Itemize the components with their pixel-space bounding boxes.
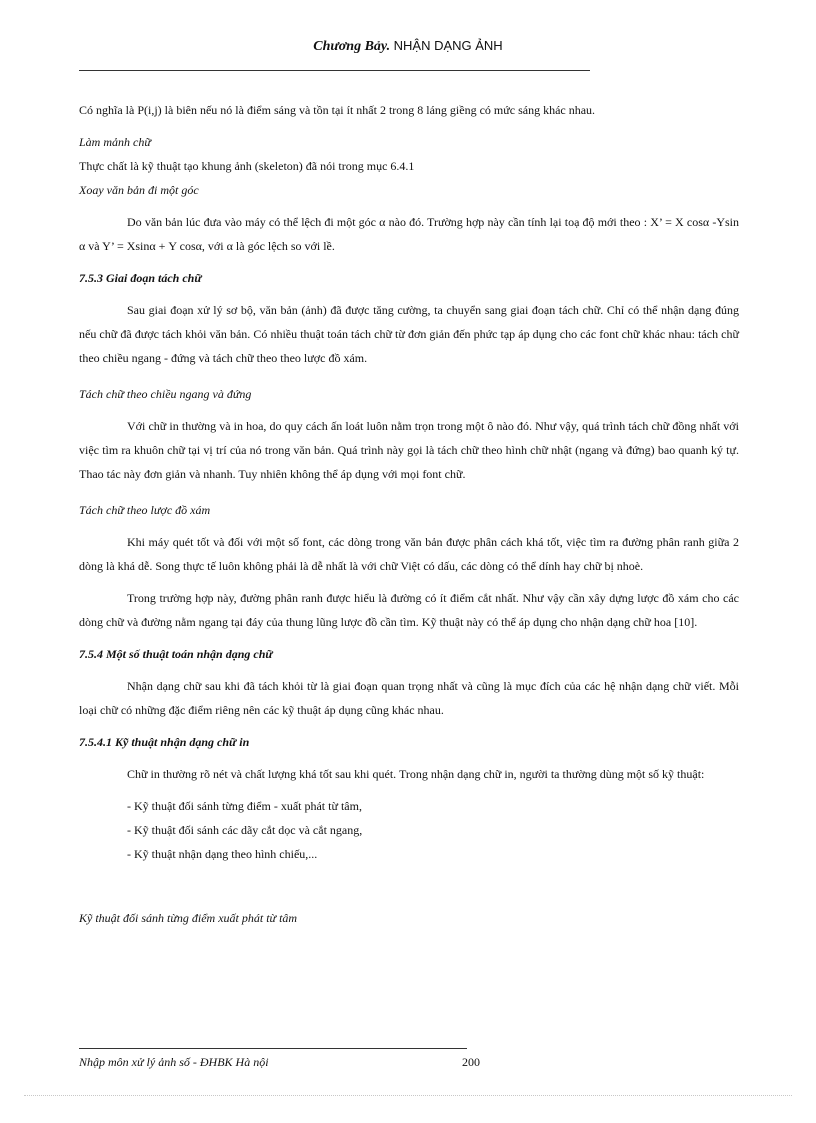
- paragraph: Khi máy quét tốt và đối với một số font, các dòng trong văn bản được phân cách khá tốt, việc tìm ra đường phân ranh giữa 2 dòng là khá dễ. Song thực tế luôn không phải là dễ nhất là với chữ Việt có dấu, các dòng có thể dính hay chữ bị nhoè.: [79, 535, 739, 573]
- subheading-thin: Làm mảnh chữ: [79, 135, 151, 149]
- header-rule: [79, 70, 590, 71]
- chapter-label: Chương Bảy.: [313, 39, 391, 54]
- paragraph: Chữ in thường rõ nét và chất lượng khá tốt sau khi quét. Trong nhận dạng chữ in, người ta thường dùng một số kỹ thuật:: [127, 767, 705, 781]
- paragraph: Nhận dạng chữ sau khi đã tách khỏi từ là giai đoạn quan trọng nhất và cũng là mục đích của các hệ nhận dạng chữ viết. Mỗi loại chữ có những đặc điểm riêng nên các kỹ thuật áp dụng cũng khác nhau.: [79, 679, 739, 717]
- chapter-header: [0, 38, 816, 55]
- paragraph: Do văn bản lúc đưa vào máy có thể lệch đi một góc α nào đó. Trường hợp này cần tính lại toạ độ mới theo : X’ = X cosα -Ysin α và Y’ = Xsinα + Y cosα, với α là góc lệch so với lề.: [79, 215, 739, 253]
- page-edge-divider: [24, 1095, 792, 1096]
- chapter-title: NHẬN DẠNG ẢNH: [393, 38, 503, 53]
- subheading-split-hv: Tách chữ theo chiều ngang và đứng: [79, 387, 252, 401]
- list-item: - Kỹ thuật đối sánh từng điểm - xuất phát từ tâm,: [127, 799, 362, 813]
- paragraph: Sau giai đoạn xử lý sơ bộ, văn bản (ảnh) đã được tăng cường, ta chuyển sang giai đoạn tách chữ. Chỉ có thể nhận dạng đúng nếu chữ đã được tách khỏi văn bản. Có nhiều thuật toán tách chữ từ đơn giản đến phức tạp áp dụng cho các font chữ khác nhau: tách chữ theo chiều ngang - đứng và tách chữ theo theo lược đồ xám.: [79, 303, 739, 365]
- subheading-center-matching: Kỹ thuật đối sánh từng điểm xuất phát từ tâm: [79, 911, 298, 925]
- list-item: - Kỹ thuật nhận dạng theo hình chiếu,...: [127, 847, 318, 861]
- footer-source: Nhập môn xử lý ảnh số - ĐHBK Hà nội: [79, 1055, 269, 1069]
- section-heading-753: 7.5.3 Giai đoạn tách chữ: [79, 271, 202, 285]
- paragraph: Thực chất là kỹ thuật tạo khung ảnh (skeleton) đã nói trong mục 6.4.1: [79, 159, 415, 173]
- paragraph: Có nghĩa là P(i,j) là biên nếu nó là điểm sáng và tồn tại ít nhất 2 trong 8 láng giềng có mức sáng khác nhau.: [79, 103, 596, 117]
- paragraph: Trong trường hợp này, đường phân ranh được hiểu là đường có ít điểm cắt nhất. Như vậy cần xây dựng lược đồ xám cho các dòng chữ và đường nằm ngang tại đáy của thung lũng lược đồ cần tìm. Kỹ thuật này có thể áp dụng cho nhận dạng chữ hoa [10].: [79, 591, 739, 629]
- page-number: 200: [462, 1055, 480, 1069]
- subheading-split-histogram: Tách chữ theo lược đồ xám: [79, 503, 211, 517]
- section-heading-754: 7.5.4 Một số thuật toán nhận dạng chữ: [79, 647, 273, 661]
- list-item: - Kỹ thuật đối sánh các dãy cắt dọc và cắt ngang,: [127, 823, 363, 837]
- page-footer: [79, 1055, 480, 1070]
- paragraph: Với chữ in thường và in hoa, do quy cách ấn loát luôn nằm trọn trong một ô nào đó. Như vậy, quá trình tách chữ đồng nhất với việc tìm ra khuôn chữ tại vị trí của nó trong văn bản. Quá trình này gọi là tách chữ theo hình chữ nhật (ngang và đứng) bao quanh ký tự. Thao tác này đơn giản và nhanh. Tuy nhiên không thể áp dụng với mọi font chữ.: [79, 419, 739, 481]
- subheading-rotate: Xoay văn bản đi một góc: [79, 183, 199, 197]
- section-heading-7541: 7.5.4.1 Kỹ thuật nhận dạng chữ in: [79, 735, 250, 749]
- page-body: [79, 98, 739, 930]
- footer-rule: [79, 1048, 467, 1049]
